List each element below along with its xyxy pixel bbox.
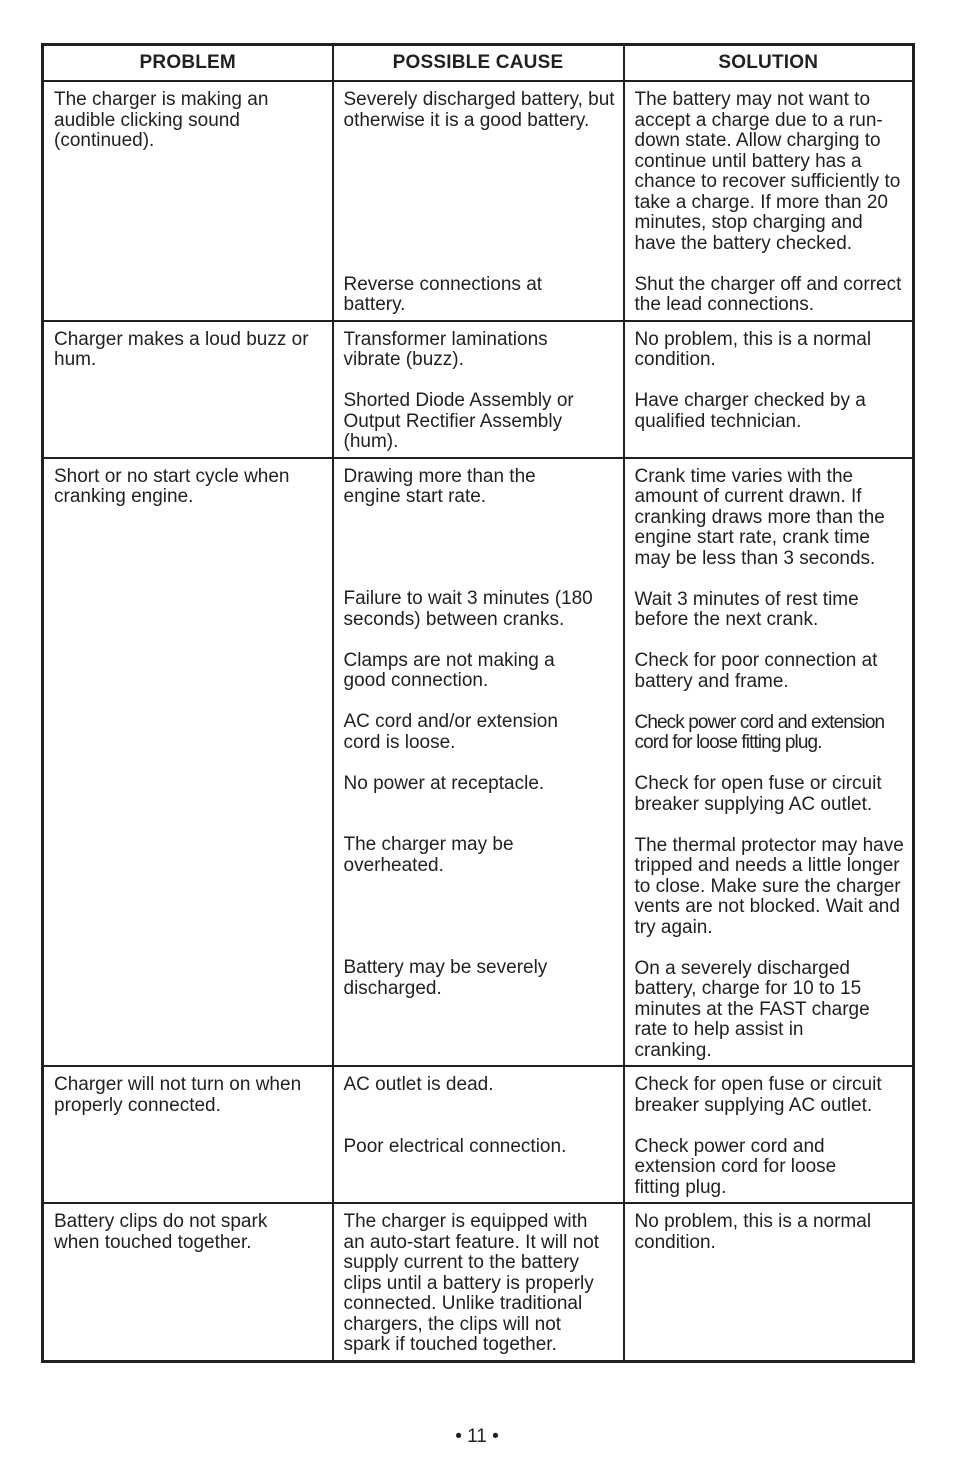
problem-cell <box>43 81 333 321</box>
cause-cell <box>333 1066 624 1203</box>
problem-text: Charger will not turn on when properly connected. <box>54 1074 302 1116</box>
cause-cell <box>333 81 624 321</box>
problem-text: Charger makes a loud buzz or hum. <box>54 328 309 370</box>
cause-text: Reverse connections at battery. <box>343 273 543 315</box>
header-possible-cause: POSSIBLE CAUSE <box>333 45 624 82</box>
solution-text: Check power cord and extension cord for loose fitting plug. <box>634 1135 837 1198</box>
solution-text: Check power cord and extension cord for loose fitting plug. <box>634 711 885 753</box>
problem-cell <box>43 458 333 1067</box>
solution-text: No problem, this is a normal condition. <box>634 328 872 370</box>
solution-text: Have charger checked by a qualified technician. <box>634 390 866 432</box>
cause-text: The charger may be overheated. <box>343 834 514 876</box>
cause-text: Transformer laminations vibrate (buzz). <box>343 328 548 370</box>
solution-text: No problem, this is a normal condition. <box>634 1211 872 1253</box>
header-solution: SOLUTION <box>624 45 914 82</box>
solution-text: Wait 3 minutes of rest time before the next crank. <box>634 588 859 630</box>
cause-text: No power at receptacle. <box>343 772 545 794</box>
problem-cell <box>43 1066 333 1203</box>
cause-cell <box>333 1203 624 1361</box>
cause-cell <box>333 321 624 458</box>
solution-text: Check for open fuse or circuit breaker supplying AC outlet. <box>634 1074 882 1116</box>
solution-cell <box>624 458 914 1067</box>
solution-text: Crank time varies with the amount of current drawn. If cranking draws more than the engine start rate, crank time may be less than 3 seconds. <box>634 465 885 569</box>
cause-text: Severely discharged battery, but otherwise it is a good battery. <box>343 89 615 131</box>
table-row <box>43 1066 914 1203</box>
page-number: • 11 • <box>455 1426 499 1447</box>
table-row <box>43 1203 914 1361</box>
problem-text: Short or no start cycle when cranking engine. <box>54 465 290 507</box>
table-row <box>43 321 914 458</box>
cause-cell <box>333 458 624 1067</box>
solution-cell <box>624 1203 914 1361</box>
cause-text: Failure to wait 3 minutes (180 seconds) between cranks. <box>343 588 593 630</box>
troubleshooting-table <box>41 43 915 1363</box>
solution-text: Check for open fuse or circuit breaker supplying AC outlet. <box>634 773 882 815</box>
solution-text: Check for poor connection at battery and frame. <box>634 650 878 692</box>
cause-text: Poor electrical connection. <box>343 1135 567 1157</box>
problem-text: Battery clips do not spark when touched together. <box>54 1211 268 1253</box>
solution-cell <box>624 81 914 321</box>
cause-text: AC cord and/or extension cord is loose. <box>343 711 558 753</box>
cause-text: AC outlet is dead. <box>343 1074 494 1095</box>
solution-cell <box>624 321 914 458</box>
table-row <box>43 81 914 321</box>
problem-cell <box>43 1203 333 1361</box>
problem-cell <box>43 321 333 458</box>
cause-text: The charger is equipped with an auto-start feature. It will not supply current to the battery clips until a battery is properly connected. Unlike traditional chargers, the clips will not spark if touched together. <box>343 1211 600 1355</box>
solution-text: Shut the charger off and correct the lead connections. <box>634 273 902 315</box>
solution-text: The thermal protector may have tripped and needs a little longer to close. Make sure the charger vents are not blocked. Wait and try again. <box>634 834 904 938</box>
header-problem: PROBLEM <box>43 45 333 82</box>
cause-text: Battery may be severely discharged. <box>343 957 548 999</box>
solution-text: The battery may not want to accept a charge due to a run-down state. Allow charging to continue until battery has a chance to recover sufficiently to take a charge. If more than 20 minutes, stop charging and have the battery checked. <box>634 89 901 254</box>
solution-cell <box>624 1066 914 1203</box>
header-row <box>43 45 914 82</box>
cause-text: Shorted Diode Assembly or Output Rectifier Assembly (hum). <box>343 390 574 452</box>
cause-text: Clamps are not making a good connection. <box>343 649 555 691</box>
problem-text: The charger is making an audible clicking sound (continued). <box>54 89 269 151</box>
cause-text: Drawing more than the engine start rate. <box>343 465 536 507</box>
solution-text: On a severely discharged battery, charge for 10 to 15 minutes at the FAST charge rate to help assist in cranking. <box>634 957 870 1061</box>
table-row <box>43 458 914 1067</box>
